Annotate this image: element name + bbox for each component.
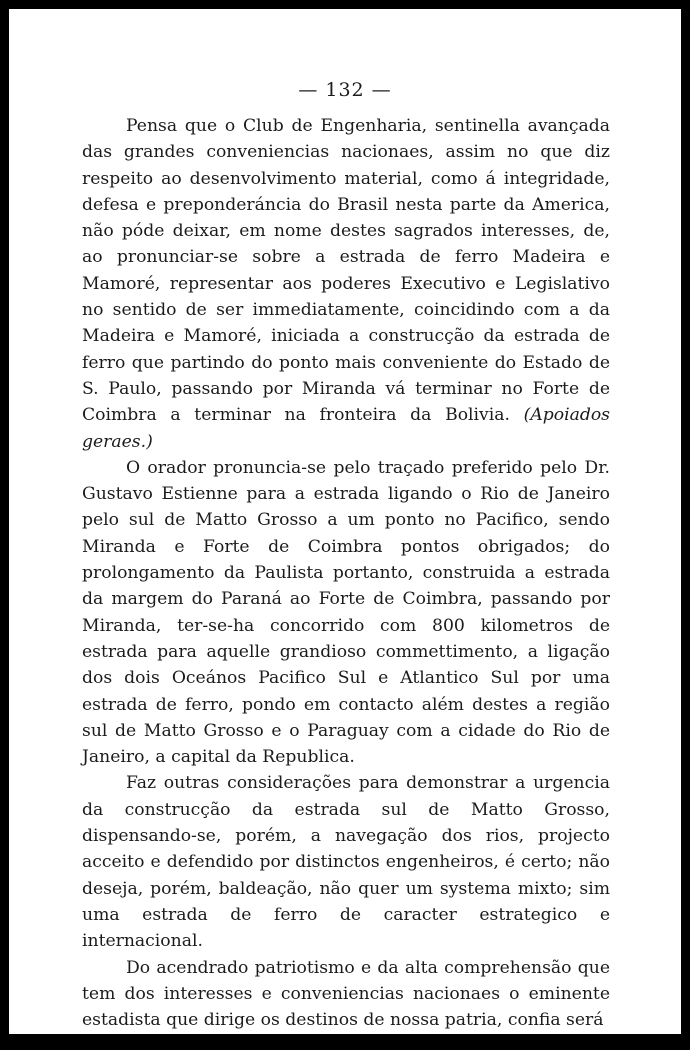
paragraph-1 [82, 113, 610, 455]
paragraph-1-italic-remark: (Apoiados geraes.) [82, 405, 610, 452]
paragraph-4: Do acendrado patriotismo e da alta comprehensão que tem dos interesses e conveniencias nacionaes o eminente estadista que dirige os destinos de nossa patria, confia será [82, 957, 610, 1031]
page-number: — 132 — [298, 79, 392, 101]
scanned-page [9, 9, 681, 1034]
paragraph-3: Faz outras considerações para demonstrar a urgencia da construcção da estrada sul de Matto Grosso, dispensando-se, porém, a navegação dos rios, projecto acceito e defendido por distinctos engenheiros, é certo; não deseja, porém, baldeação, não quer um systema mixto; sim uma estrada de ferro de caracter estrategico e internacional. [82, 773, 610, 952]
paragraph-2: O orador pronuncia-se pelo traçado preferido pelo Dr. Gustavo Estienne para a estrada ligando o Rio de Janeiro pelo sul de Matto Grosso a um ponto no Pacifico, sendo Miranda e Forte de Coimbra pontos obrigados; do prolongamento da Paulista portanto, construida a estrada da margem do Paraná ao Forte de Coimbra, passando por Miranda, ter-se-ha concorrido com 800 kilometros de estrada para aquelle grandioso commettimento, a ligação dos dois Oceános Pacifico Sul e Atlantico Sul por uma estrada de ferro, pondo em contacto além destes a região sul de Matto Grosso e o Paraguay com a cidade do Rio de Janeiro, a capital da Republica. [82, 457, 610, 768]
body-text [82, 113, 610, 1033]
paragraph-1-text: Pensa que o Club de Engenharia, sentinella avançada das grandes conveniencias nacionaes, assim no que diz respeito ao desenvolvimento material, como á integridade, defesa e preponderáncia do Brasil nesta parte da America, não póde deixar, em nome destes sagrados interesses, de, ao pronunciar-se sobre a estrada de ferro Madeira e Mamoré, representar aos poderes Executivo e Legislativo no sentido de ser immediatamente, coincidindo com a da Madeira e Mamoré, iniciada a construcção da estrada de ferro que partindo do ponto mais conveniente do Estado de S. Paulo, passando por Miranda vá terminar no Forte de Coimbra a terminar na fronteira da Bolivia. [82, 116, 610, 426]
